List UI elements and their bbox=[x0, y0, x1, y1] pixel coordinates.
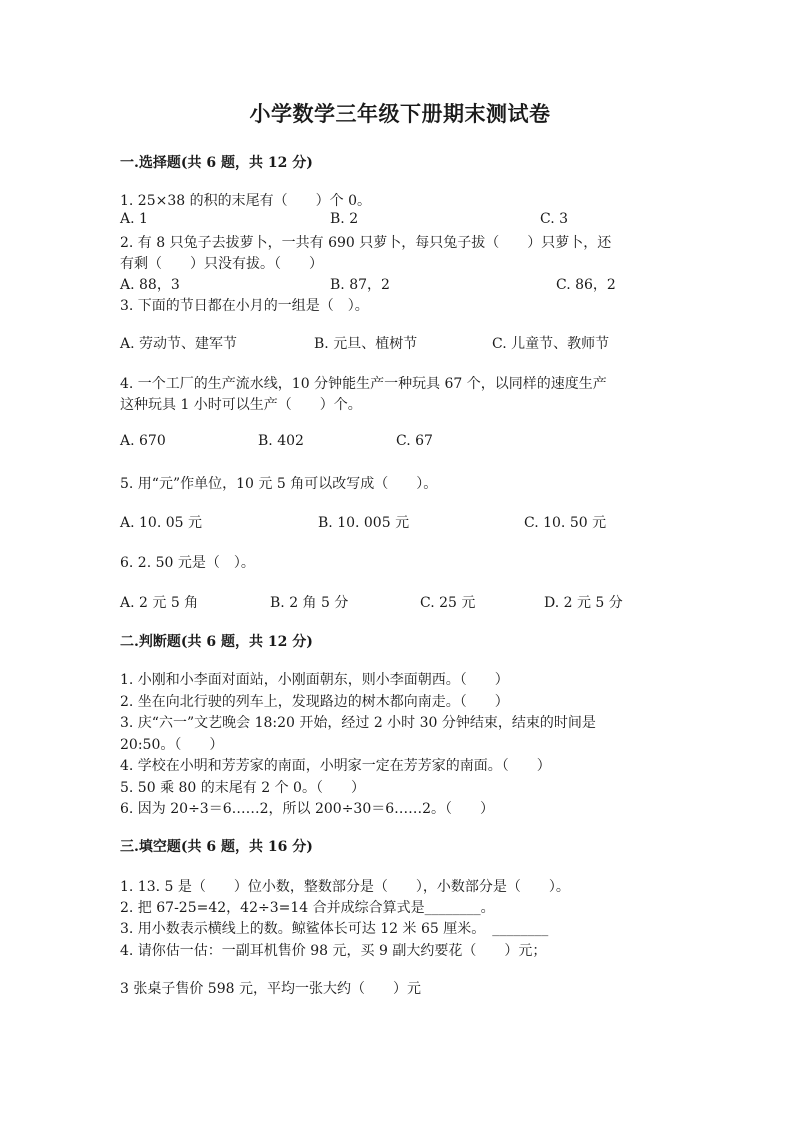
question-text: 2. 有 8 只兔子去拔萝卜，一共有 690 只萝卜，每只兔子拔（ ）只萝卜，还 bbox=[120, 235, 612, 251]
option-a: A. 1 bbox=[120, 211, 148, 227]
option-c: C. 67 bbox=[396, 433, 433, 449]
question-text: 有剩（ ）只没有拔。（ ） bbox=[120, 256, 323, 272]
option-c: C. 3 bbox=[540, 211, 569, 227]
question-text: 1. 25×38 的积的末尾有（ ）个 0。 bbox=[120, 193, 371, 209]
option-c: C. 10. 50 元 bbox=[524, 515, 607, 531]
option-b: B. 10. 005 元 bbox=[318, 515, 410, 531]
statement-text: 5. 50 乘 80 的末尾有 2 个 0。（ ） bbox=[120, 780, 365, 796]
question-text: 这种玩具 1 小时可以生产（ ）个。 bbox=[120, 397, 362, 413]
option-a: A. 2 元 5 角 bbox=[120, 595, 199, 611]
statement-text: 2. 坐在向北行驶的列车上，发现路边的树木都向南走。（ ） bbox=[120, 694, 509, 710]
section-heading-judge: 二.判断题(共 6 题，共 12 分) bbox=[120, 634, 313, 650]
fill-text: 3. 用小数表示横线上的数。鲸鲨体长可达 12 米 65 厘米。 ________ bbox=[120, 921, 549, 937]
option-d: D. 2 元 5 分 bbox=[544, 595, 623, 611]
question-text: 6. 2. 50 元是（ ）。 bbox=[120, 555, 255, 571]
option-a: A. 劳动节、建军节 bbox=[120, 336, 238, 352]
statement-text: 20:50。（ ） bbox=[120, 737, 224, 753]
option-c: C. 86，2 bbox=[556, 277, 616, 293]
statement-text: 6. 因为 20÷3＝6……2，所以 200÷30＝6……2。（ ） bbox=[120, 801, 495, 817]
statement-text: 1. 小刚和小李面对面站，小刚面朝东，则小李面朝西。（ ） bbox=[120, 672, 509, 688]
question-text: 4. 一个工厂的生产流水线，10 分钟能生产一种玩具 67 个，以同样的速度生产 bbox=[120, 376, 607, 392]
option-b: B. 402 bbox=[258, 433, 304, 449]
option-a: A. 670 bbox=[120, 433, 166, 449]
statement-text: 3. 庆“六一”文艺晚会 18:20 开始，经过 2 小时 30 分钟结束，结束的时间是 bbox=[120, 715, 596, 731]
section-heading-fill: 三.填空题(共 6 题，共 16 分) bbox=[120, 839, 313, 855]
question-text: 5. 用“元”作单位，10 元 5 角可以改写成（ ）。 bbox=[120, 476, 438, 492]
option-b: B. 87，2 bbox=[330, 277, 390, 293]
fill-text: 3 张桌子售价 598 元，平均一张大约（ ）元 bbox=[120, 981, 421, 997]
question-text: 3. 下面的节日都在小月的一组是（ ）。 bbox=[120, 298, 369, 314]
option-c: C. 25 元 bbox=[420, 595, 476, 611]
option-b: B. 元旦、植树节 bbox=[314, 336, 418, 352]
option-b: B. 2 角 5 分 bbox=[270, 595, 349, 611]
fill-text: 2. 把 67-25=42，42÷3=14 合并成综合算式是________。 bbox=[120, 900, 495, 916]
page-title: 小学数学三年级下册期末测试卷 bbox=[249, 101, 551, 126]
section-heading-choice: 一.选择题(共 6 题，共 12 分) bbox=[120, 155, 313, 171]
option-a: A. 88，3 bbox=[120, 277, 180, 293]
statement-text: 4. 学校在小明和芳芳家的南面，小明家一定在芳芳家的南面。（ ） bbox=[120, 758, 551, 774]
fill-text: 4. 请你估一估：一副耳机售价 98 元，买 9 副大约要花（ ）元； bbox=[120, 943, 547, 959]
option-a: A. 10. 05 元 bbox=[120, 515, 202, 531]
option-c: C. 儿童节、教师节 bbox=[492, 336, 610, 352]
option-b: B. 2 bbox=[330, 211, 359, 227]
fill-text: 1. 13. 5 是（ ）位小数，整数部分是（ ），小数部分是（ ）。 bbox=[120, 879, 570, 895]
